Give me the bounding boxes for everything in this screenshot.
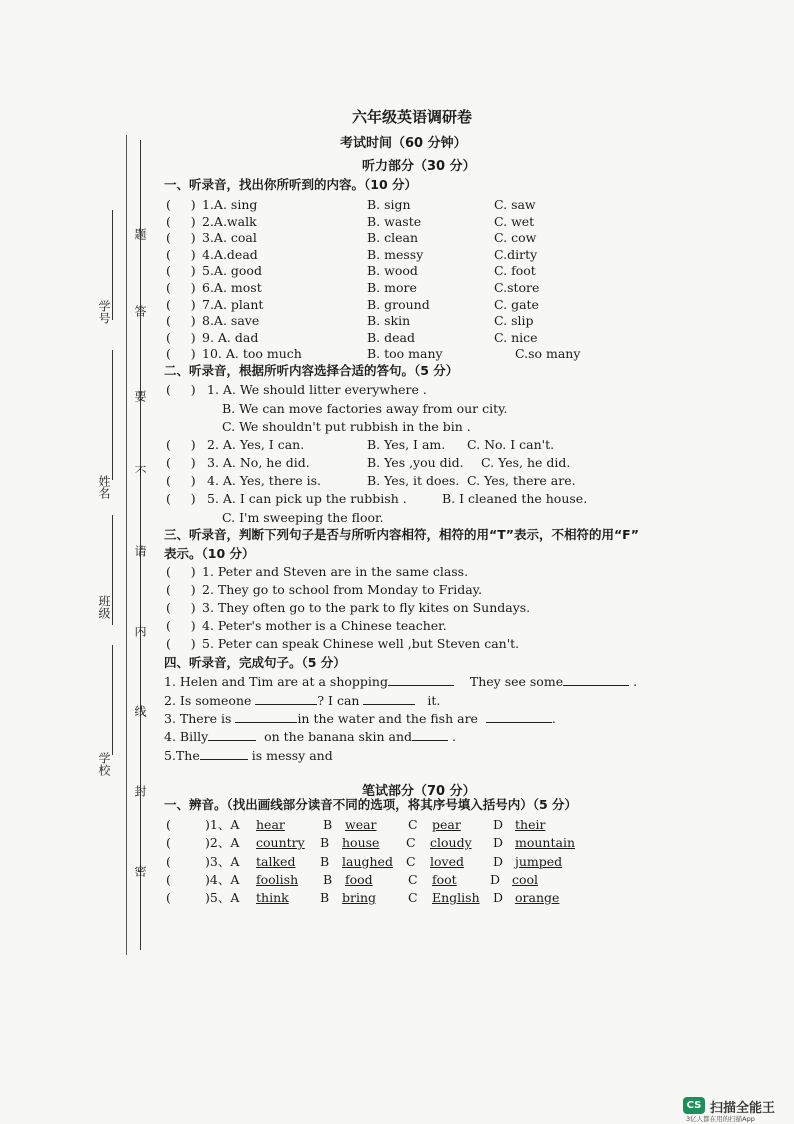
blank-field[interactable] xyxy=(235,710,297,723)
option-letter: B xyxy=(320,890,330,906)
sentence-text: They see some xyxy=(469,674,564,689)
option-b: B. sign xyxy=(367,197,411,212)
option-text: C. Yes, there are. xyxy=(467,473,576,488)
option-a: 3.A. coal xyxy=(202,230,257,246)
word-a: think xyxy=(256,890,289,906)
exam-title: 六年级英语调研卷 xyxy=(352,108,473,126)
option-a: 8.A. save xyxy=(202,313,260,329)
phonics-number: )2、A xyxy=(205,835,240,851)
written-part-title: 笔试部分（70 分） xyxy=(362,784,476,799)
option-text: 4. A. Yes, there is. xyxy=(207,473,322,488)
option-c: C. foot xyxy=(494,263,536,279)
option-c: C. wet xyxy=(494,213,535,229)
sentence-text: it. xyxy=(427,693,441,708)
option-c: C. gate xyxy=(494,296,539,312)
option-letter: D xyxy=(490,871,501,887)
sentence-text: on the banana skin and xyxy=(264,729,413,744)
word-a: country xyxy=(256,835,305,851)
sentence-line xyxy=(164,747,333,764)
option-a: 9. A. dad xyxy=(202,329,259,345)
phonics-number: )4、A xyxy=(205,871,240,887)
option-b: B. dead xyxy=(367,329,415,345)
word-c: loved xyxy=(430,853,464,869)
statement-text: 5. Peter can speak Chinese well ,but Steven can't. xyxy=(202,636,520,651)
answer-paren[interactable]: ( ) xyxy=(166,382,196,397)
option-a: 10. A. too much xyxy=(202,346,302,362)
answer-paren[interactable]: ( ) xyxy=(166,329,196,345)
answer-paren[interactable]: ( xyxy=(166,835,187,851)
option-text: B. Yes ,you did. xyxy=(367,455,464,470)
blank-field[interactable] xyxy=(388,673,454,686)
option-letter: C xyxy=(408,871,418,887)
option-a: 4.A.dead xyxy=(202,246,258,262)
option-letter: D xyxy=(493,853,504,869)
word-c: English xyxy=(432,890,480,906)
word-b: food xyxy=(345,871,373,887)
phonics-number: )1、A xyxy=(205,817,240,832)
statement-text: 3. They often go to the park to fly kites on Sundays. xyxy=(202,600,531,615)
answer-paren[interactable]: ( ) xyxy=(166,437,196,452)
seal-char: 题 xyxy=(133,228,147,240)
option-b: B. messy xyxy=(367,246,424,262)
student-id-label: 学号 xyxy=(97,300,111,324)
option-b: B. ground xyxy=(367,296,430,312)
word-a: hear xyxy=(256,817,285,832)
seal-char: 内 xyxy=(133,625,147,637)
answer-paren[interactable]: ( ) xyxy=(166,346,196,362)
statement-text: 2. They go to school from Monday to Friday. xyxy=(202,582,483,597)
name-label: 姓名 xyxy=(97,475,111,499)
sentence-text: 1. Helen and Tim are at a shopping xyxy=(164,674,388,689)
option-text: C. Yes, he did. xyxy=(481,455,571,470)
name-line xyxy=(112,350,113,480)
answer-paren[interactable]: ( ) xyxy=(166,280,196,295)
section3-title-cont: 表示。（10 分） xyxy=(164,546,255,561)
seal-char: 要 xyxy=(133,390,147,402)
answer-paren[interactable]: ( xyxy=(166,871,187,887)
option-letter: C xyxy=(408,817,418,832)
word-b: house xyxy=(342,835,380,851)
seal-char: 请 xyxy=(133,545,147,557)
answer-paren[interactable]: ( ) xyxy=(166,313,196,329)
option-letter: D xyxy=(493,890,504,906)
option-a: 5.A. good xyxy=(202,263,262,279)
blank-field[interactable] xyxy=(412,728,448,741)
word-a: talked xyxy=(256,853,296,869)
phonics-section-title: 一、辨音。（找出画线部分读音不同的选项，将其序号填入括号内）（5 分） xyxy=(164,797,578,812)
exam-time: 考试时间（60 分钟） xyxy=(340,136,467,151)
answer-paren[interactable]: ( ) xyxy=(166,564,196,579)
seal-char: 不 xyxy=(133,465,147,477)
answer-paren[interactable]: ( ) xyxy=(166,600,196,615)
blank-field[interactable] xyxy=(363,692,415,705)
option-c: C. nice xyxy=(494,329,538,345)
sentence-line: 3. There is in the water and the fish are . xyxy=(164,711,556,726)
answer-paren[interactable]: ( ) xyxy=(166,197,196,212)
option-text: C. We shouldn't put rubbish in the bin . xyxy=(222,419,471,434)
class-line xyxy=(112,515,113,625)
option-b: B. waste xyxy=(367,213,422,229)
blank-field[interactable] xyxy=(486,710,552,723)
blank-field[interactable] xyxy=(200,747,248,760)
option-text: 2. A. Yes, I can. xyxy=(207,437,305,452)
word-d: orange xyxy=(515,890,560,906)
word-d: their xyxy=(515,817,546,832)
answer-paren[interactable]: ( xyxy=(166,817,187,832)
word-b: laughed xyxy=(342,853,393,869)
word-c: cloudy xyxy=(430,835,472,851)
sentence-line: 1. Helen and Tim are at a shopping They see some . xyxy=(164,674,638,689)
option-letter: C xyxy=(406,835,416,851)
sentence-text: 2. Is someone xyxy=(164,693,252,708)
option-b: B. more xyxy=(367,280,417,295)
sentence-text: ? I can xyxy=(317,693,360,708)
word-d: mountain xyxy=(515,835,576,851)
word-d: cool xyxy=(512,871,539,887)
statement-text: 4. Peter's mother is a Chinese teacher. xyxy=(202,618,447,633)
answer-paren[interactable]: ( ) xyxy=(166,636,196,651)
option-text: B. I cleaned the house. xyxy=(442,491,588,506)
answer-paren[interactable]: ( ) xyxy=(166,246,196,262)
binding-line-outer xyxy=(126,135,127,955)
option-c: C. slip xyxy=(494,313,534,329)
seal-char: 答 xyxy=(133,305,147,317)
option-text: C. No. I can't. xyxy=(467,437,555,452)
section3-title: 三、听录音，判断下列句子是否与所听内容相符，相符的用“T”表示，不相符的用“F” xyxy=(164,527,639,542)
option-letter: D xyxy=(493,817,504,832)
student-id-line xyxy=(112,210,113,320)
option-letter: B xyxy=(320,853,330,869)
option-text: B. Yes, I am. xyxy=(367,437,446,452)
option-b: B. wood xyxy=(367,263,418,279)
word-c: pear xyxy=(432,817,461,832)
sentence-text: is messy and xyxy=(251,748,333,763)
answer-paren[interactable]: ( xyxy=(166,853,187,869)
seal-char: 密 xyxy=(133,865,147,877)
sentence-text: 4. Billy xyxy=(164,729,209,744)
option-a: 6.A. most xyxy=(202,280,262,295)
word-a: foolish xyxy=(256,871,299,887)
answer-paren[interactable]: ( ) xyxy=(166,230,196,246)
option-text: 1. A. We should litter everywhere . xyxy=(207,382,427,397)
phonics-number: )3、A xyxy=(205,853,240,869)
answer-paren[interactable]: ( ) xyxy=(166,455,196,470)
option-c: C.dirty xyxy=(494,246,538,262)
option-letter: B xyxy=(323,871,333,887)
sentence-text: 3. There is xyxy=(164,711,232,726)
option-text: 3. A. No, he did. xyxy=(207,455,310,470)
option-c: C. cow xyxy=(494,230,537,246)
option-a: 1.A. sing xyxy=(202,197,258,212)
sentence-text: 5.The xyxy=(164,748,200,763)
option-letter: B xyxy=(320,835,330,851)
scanner-app-name: 扫描全能王 xyxy=(710,1101,776,1116)
option-b: B. skin xyxy=(367,313,411,329)
school-line xyxy=(112,645,113,755)
answer-paren[interactable]: ( ) xyxy=(166,491,196,506)
seal-char: 线 xyxy=(133,705,147,717)
option-letter: C xyxy=(406,853,416,869)
option-a: 7.A. plant xyxy=(202,296,264,312)
option-text: B. We can move factories away from our city. xyxy=(222,401,508,416)
sentence-line: 4. Billy on the banana skin and . xyxy=(164,729,456,744)
answer-paren[interactable]: ( ) xyxy=(166,473,196,488)
section2-title: 二、听录音，根据所听内容选择合适的答句。（5 分） xyxy=(164,363,459,378)
answer-paren[interactable]: ( ) xyxy=(166,582,196,597)
option-text: 5. A. I can pick up the rubbish . xyxy=(207,491,407,506)
option-a: 2.A.walk xyxy=(202,213,257,229)
answer-paren[interactable]: ( ) xyxy=(166,213,196,229)
blank-field[interactable] xyxy=(255,692,317,705)
option-c: C. saw xyxy=(494,197,536,212)
option-letter: D xyxy=(493,835,504,851)
section1-title: 一、听录音，找出你所听到的内容。（10 分） xyxy=(164,177,417,192)
sentence-text: in the water and the fish are xyxy=(297,711,478,726)
option-text: C. I'm sweeping the floor. xyxy=(222,510,384,525)
option-text: B. Yes, it does. xyxy=(367,473,460,488)
word-c: foot xyxy=(432,871,457,887)
scanner-slogan: 3亿人都在用的扫描App xyxy=(686,1115,755,1123)
statement-text: 1. Peter and Steven are in the same class. xyxy=(202,564,469,579)
option-letter: C xyxy=(408,890,418,906)
listening-part-title: 听力部分（30 分） xyxy=(362,159,476,174)
section4-title: 四、听录音，完成句子。（5 分） xyxy=(164,655,346,670)
word-b: wear xyxy=(345,817,377,832)
class-label: 班级 xyxy=(97,595,111,619)
option-letter: B xyxy=(323,817,333,832)
seal-char: 封 xyxy=(133,785,147,797)
option-c: C.store xyxy=(494,280,540,295)
school-label: 学校 xyxy=(97,752,111,776)
answer-paren[interactable]: ( ) xyxy=(166,618,196,633)
scanner-logo-icon: CS xyxy=(683,1097,705,1114)
phonics-number: )5、A xyxy=(205,890,240,906)
word-b: bring xyxy=(342,890,377,906)
blank-field[interactable] xyxy=(563,673,629,686)
option-b: B. clean xyxy=(367,230,419,246)
answer-paren[interactable]: ( ) xyxy=(166,263,196,279)
option-b: B. too many xyxy=(367,346,443,362)
blank-field[interactable] xyxy=(208,728,256,741)
word-d: jumped xyxy=(515,853,563,869)
option-c: C.so many xyxy=(515,346,581,362)
answer-paren[interactable]: ( ) xyxy=(166,296,196,312)
answer-paren[interactable]: ( xyxy=(166,890,187,906)
sentence-line xyxy=(164,692,440,709)
